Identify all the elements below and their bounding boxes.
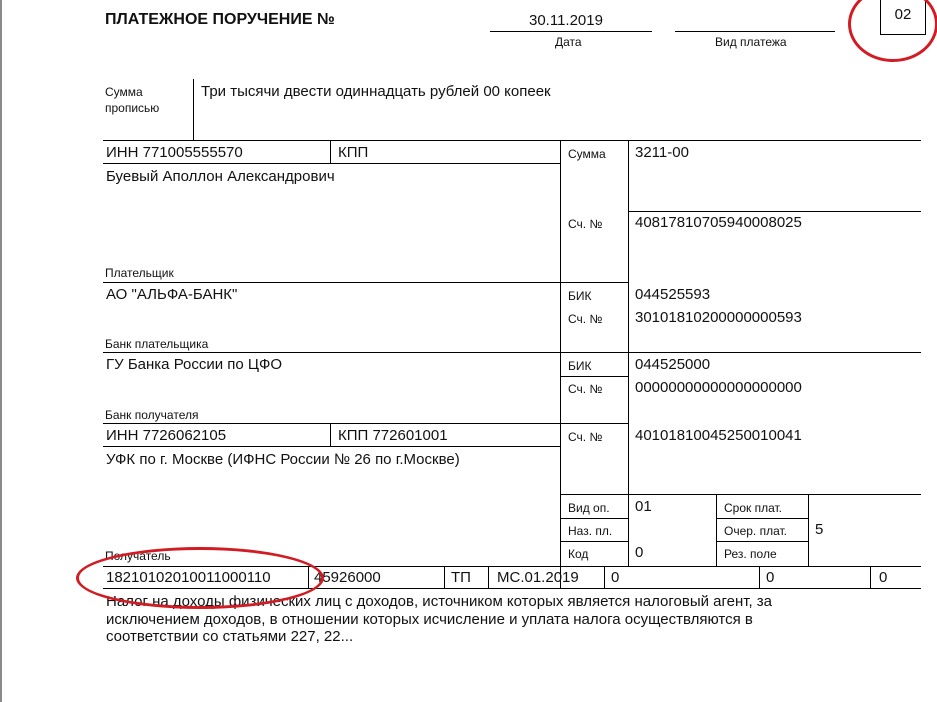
vid-op-label: Вид оп. bbox=[568, 501, 610, 515]
srok-plat-label: Срок плат. bbox=[724, 501, 783, 515]
payer-account-label: Сч. № bbox=[568, 217, 603, 231]
recipient-kpp: КПП 772601001 bbox=[338, 427, 448, 444]
kod-value: 0 bbox=[635, 544, 644, 561]
amount-words-label-1: Сумма bbox=[105, 85, 143, 99]
payment-type-value: 0 bbox=[879, 569, 888, 586]
doc-date-value: 0 bbox=[766, 569, 775, 586]
recipient-bank-name: ГУ Банка России по ЦФО bbox=[106, 356, 283, 373]
payer-bank-name: АО "АЛЬФА-БАНК" bbox=[106, 286, 238, 303]
recipient-account-label: Сч. № bbox=[568, 430, 603, 444]
payer-account-value: 40817810705940008025 bbox=[635, 214, 802, 231]
purpose-line-3: соответствии со статьями 227, 22... bbox=[106, 628, 354, 645]
kbk-value: 18210102010011000110 bbox=[106, 569, 271, 586]
row-line bbox=[560, 518, 628, 519]
row-line bbox=[103, 140, 921, 141]
document-date: 30.11.2019 bbox=[529, 12, 603, 29]
column-line bbox=[488, 566, 489, 588]
sum-label: Сумма bbox=[568, 147, 606, 161]
amount-words-label-2: прописью bbox=[105, 101, 160, 115]
recipient-inn: ИНН 7726062105 bbox=[106, 427, 227, 444]
column-line bbox=[330, 423, 331, 446]
row-line bbox=[560, 541, 628, 542]
date-label: Дата bbox=[555, 35, 582, 49]
row-line bbox=[103, 282, 628, 283]
document-title: ПЛАТЕЖНОЕ ПОРУЧЕНИЕ № bbox=[105, 11, 335, 28]
recipient-bank-account-value: 00000000000000000000 bbox=[635, 379, 802, 396]
recipient-label: Получатель bbox=[105, 549, 171, 563]
row-line bbox=[560, 494, 921, 495]
payment-type-underline bbox=[675, 31, 835, 32]
kod-label: Код bbox=[568, 547, 589, 561]
annotation-circle-status bbox=[848, 0, 937, 62]
basis-value: ТП bbox=[451, 569, 471, 586]
payer-inn: ИНН 771005555570 bbox=[106, 144, 243, 161]
column-line bbox=[444, 566, 445, 588]
recipient-name: УФК по г. Москве (ИФНС России № 26 по г.Москве) bbox=[106, 451, 460, 468]
oktmo-value: 45926000 bbox=[314, 569, 381, 586]
recipient-bank-label: Банк получателя bbox=[105, 408, 199, 422]
amount-words-value: Три тысячи двести одиннадцать рублей 00 копеек bbox=[201, 83, 551, 100]
payment-type-label: Вид платежа bbox=[715, 35, 787, 49]
doc-number-value: 0 bbox=[611, 569, 620, 586]
vid-op-value: 01 bbox=[635, 498, 652, 515]
purpose-line-1: Налог на доходы физических лиц с доходов, источником которых является налоговый агент, за bbox=[106, 593, 773, 610]
row-line bbox=[628, 211, 921, 212]
payer-status-box: 02 bbox=[880, 0, 926, 35]
payer-kpp-label: КПП bbox=[338, 144, 369, 161]
row-line bbox=[103, 163, 560, 164]
recipient-account-value: 40101810045250010041 bbox=[635, 427, 802, 444]
column-line bbox=[628, 140, 629, 566]
payer-bank-account-value: 30101810200000000593 bbox=[635, 309, 802, 326]
column-line bbox=[870, 566, 871, 588]
column-line bbox=[560, 140, 561, 588]
ocher-plat-label: Очер. плат. bbox=[724, 524, 788, 538]
row-line bbox=[716, 541, 808, 542]
column-line bbox=[716, 494, 717, 566]
row-line bbox=[560, 376, 628, 377]
payer-bank-bik-value: 044525593 bbox=[635, 286, 711, 303]
annotation-circle-kbk bbox=[76, 547, 324, 609]
payer-name: Буевый Аполлон Александрович bbox=[106, 168, 335, 185]
row-line bbox=[716, 518, 808, 519]
recipient-bank-bik-label: БИК bbox=[568, 359, 592, 373]
row-line bbox=[103, 446, 560, 447]
recipient-bank-bik-value: 044525000 bbox=[635, 356, 711, 373]
payer-bank-label: Банк плательщика bbox=[105, 337, 209, 351]
recipient-bank-account-label: Сч. № bbox=[568, 382, 603, 396]
payer-bank-bik-label: БИК bbox=[568, 289, 592, 303]
period-value: МС.01.2019 bbox=[497, 569, 579, 586]
column-line bbox=[808, 494, 809, 566]
purpose-line-2: исключением доходов, в отношении которых исчисление и уплата налога осуществляются в bbox=[106, 611, 753, 628]
page-edge bbox=[0, 0, 2, 702]
amount-words-divider bbox=[193, 79, 194, 140]
column-line bbox=[759, 566, 760, 588]
sum-value: 3211-00 bbox=[635, 144, 689, 161]
row-line bbox=[103, 423, 628, 424]
naz-pl-label: Наз. пл. bbox=[568, 524, 613, 538]
row-line bbox=[103, 352, 921, 353]
column-line bbox=[604, 566, 605, 588]
date-underline bbox=[490, 31, 652, 32]
payer-bank-account-label: Сч. № bbox=[568, 312, 603, 326]
payer-label: Плательщик bbox=[105, 266, 174, 280]
column-line bbox=[330, 140, 331, 163]
rez-pole-label: Рез. поле bbox=[724, 547, 777, 561]
ocher-plat-value: 5 bbox=[815, 521, 824, 538]
